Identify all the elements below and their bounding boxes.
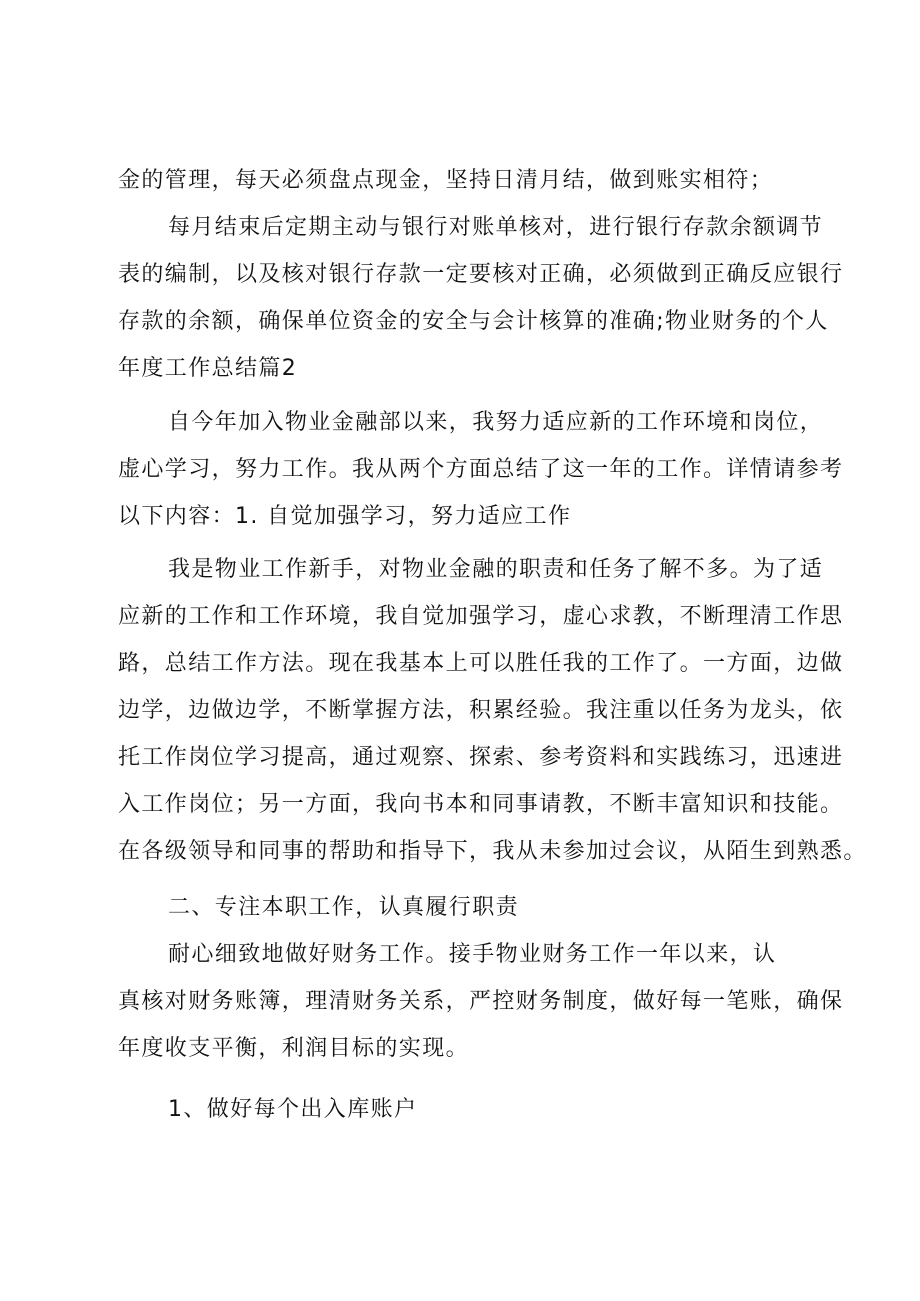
paragraph-introduction (118, 399, 844, 540)
text-line: 托工作岗位学习提高，通过观察、探索、参考资料和实践练习，迅速进 (118, 745, 844, 770)
text-line: 自今年加入物业金融部以来，我努力适应新的工作环境和岗位， (168, 410, 824, 435)
text-line: 耐心细致地做好财务工作。接手物业财务工作一年以来，认 (168, 942, 777, 967)
subsection-heading-1 (118, 1086, 830, 1133)
text-line: 以下内容：1. 自觉加强学习，努力适应工作 (118, 504, 572, 529)
text-line: 我是物业工作新手，对物业金融的职责和任务了解不多。为了适 (168, 557, 824, 582)
section-heading-text: 二、专注本职工作，认真履行职责 (168, 895, 520, 920)
text-line: 每月结束后定期主动与银行对账单核对，进行银行存款余额调节 (168, 215, 824, 240)
section-heading-2 (118, 884, 830, 931)
text-line: 存款的余额，确保单位资金的安全与会计核算的准确;物业财务的个人 (118, 309, 829, 334)
subsection-heading-text: 1、做好每个出入库账户 (168, 1097, 418, 1122)
paragraph-financial-work (118, 931, 844, 1072)
paragraph-cash-management (118, 157, 830, 204)
paragraph-learning (118, 546, 867, 875)
text-line: 应新的工作和工作环境，我自觉加强学习，虚心求教，不断理清工作思 (118, 604, 844, 629)
text-line: 金的管理，每天必须盘点现金，坚持日清月结，做到账实相符； (118, 168, 774, 193)
text-line: 路，总结工作方法。现在我基本上可以胜任我的工作了。一方面，边做 (118, 651, 844, 676)
text-line: 年度工作总结篇2 (118, 356, 298, 381)
text-line: 在各级领导和同事的帮助和指导下，我从未参加过会议，从陌生到熟悉。 (118, 839, 867, 864)
text-line: 虚心学习，努力工作。我从两个方面总结了这一年的工作。详情请参考 (118, 457, 844, 482)
text-line: 入工作岗位；另一方面，我向书本和同事请教，不断丰富知识和技能。 (118, 792, 844, 817)
text-line: 真核对财务账簿，理清财务关系，严控财务制度，做好每一笔账，确保 (118, 989, 844, 1014)
text-line: 表的编制，以及核对银行存款一定要核对正确，必须做到正确反应银行 (118, 262, 844, 287)
paragraph-bank-reconciliation (118, 204, 844, 392)
text-line: 年度收支平衡，利润目标的实现。 (118, 1036, 470, 1061)
text-line: 边学，边做边学，不断掌握方法，积累经验。我注重以任务为龙头，依 (118, 698, 844, 723)
